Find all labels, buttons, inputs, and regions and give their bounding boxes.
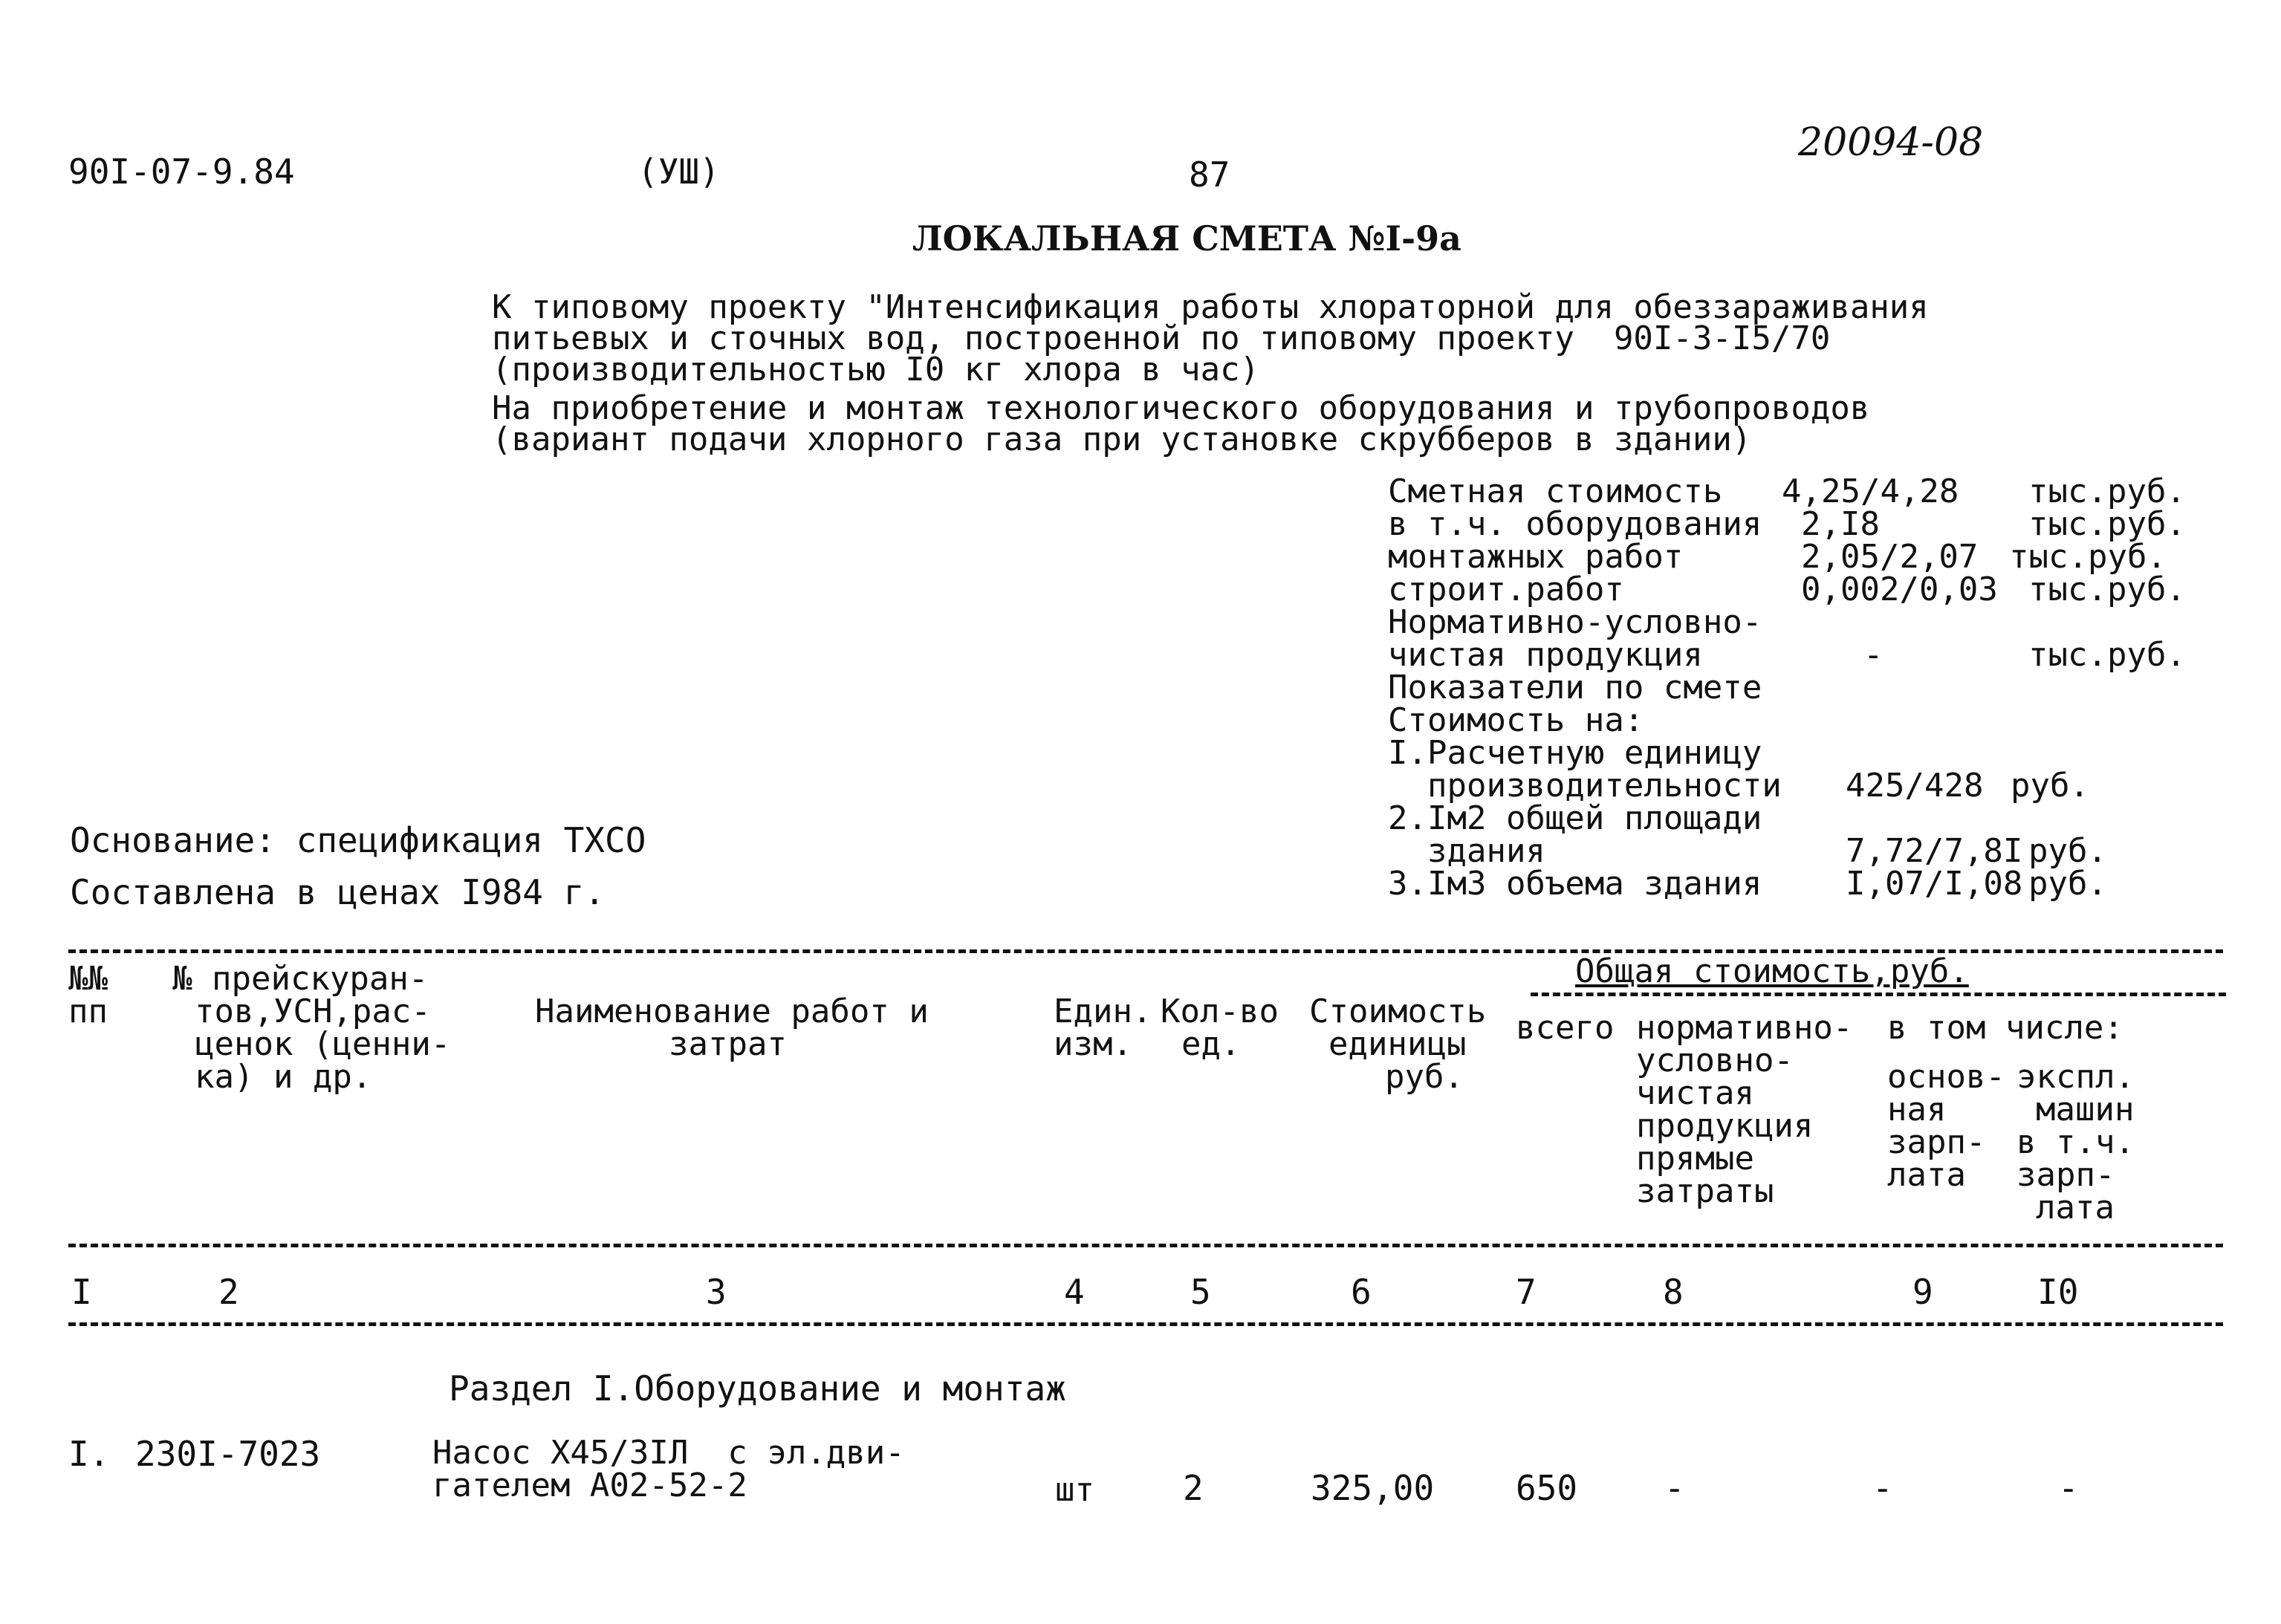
summary-unit: тыс.руб. <box>2009 538 2167 576</box>
column-number: I <box>71 1272 92 1312</box>
summary-label: в т.ч. оборудования <box>1388 505 1762 543</box>
summary-label: 3.Iм3 объема здания <box>1388 865 1762 903</box>
column-numbers-rule <box>68 1322 2223 1326</box>
col9-header: ная <box>1887 1091 1947 1128</box>
column-number: I0 <box>2037 1272 2079 1312</box>
col3-header: затрат <box>669 1025 787 1063</box>
row-code: 230I-7023 <box>135 1434 321 1474</box>
row-qty: 2 <box>1183 1468 1204 1508</box>
summary-label: Нормативно-условно- <box>1388 603 1762 641</box>
summary-label: Показатели по смете <box>1388 669 1762 707</box>
col10-header: экспл. <box>2016 1058 2135 1096</box>
row-name: гателем А02-52-2 <box>432 1467 747 1504</box>
row-name: Насос Х45/3IЛ с эл.дви- <box>432 1434 905 1472</box>
column-number: 7 <box>1516 1272 1537 1312</box>
col10-header: лата <box>2036 1189 2115 1227</box>
summary-label: 2.Iм2 общей площади <box>1388 799 1762 837</box>
total-group-rule <box>1531 993 2226 996</box>
summary-value: - <box>1863 636 1883 674</box>
summary-unit: руб. <box>2028 832 2107 870</box>
intro-line: питьевых и сточных вод, построенной по типовому проекту 90I-3-I5/70 <box>492 319 1831 357</box>
col2-header: тов,УСН,рас- <box>195 993 431 1030</box>
col8-header: условно- <box>1636 1042 1794 1079</box>
prices-year-text: Составлена в ценах I984 г. <box>70 872 606 912</box>
summary-label: чистая продукция <box>1388 636 1703 674</box>
col8-header: нормативно- <box>1636 1009 1853 1047</box>
summary-value: 425/428 <box>1846 767 1984 805</box>
intro-line: На приобретение и монтаж технологического оборудования и трубопроводов <box>492 389 1870 427</box>
col4-header: Един. <box>1054 993 1152 1030</box>
page-number: 87 <box>1189 155 1230 195</box>
col6-header: Стоимость <box>1309 993 1487 1030</box>
col10-header: машин <box>2036 1091 2135 1128</box>
column-number: 5 <box>1190 1272 1211 1312</box>
row-unit: шт <box>1055 1471 1094 1509</box>
col10-header: в т.ч. <box>2016 1123 2135 1161</box>
col2-header: ценок (ценни- <box>195 1025 451 1063</box>
row-normative: - <box>1664 1468 1685 1508</box>
row-number: I. <box>68 1434 110 1474</box>
col7-header: всего <box>1516 1009 1615 1047</box>
column-number: 6 <box>1351 1272 1372 1312</box>
col5-header: Кол-во <box>1161 993 1279 1030</box>
col5-header: ед. <box>1181 1025 1241 1063</box>
intro-line: (производительностью I0 кг хлора в час) <box>492 351 1260 389</box>
summary-label: Стоимость на: <box>1388 701 1644 739</box>
col1-header: №№ <box>68 960 108 998</box>
col9-header: основ- <box>1887 1058 2005 1096</box>
col2-header: № прейскуран- <box>172 960 429 998</box>
row-machines: - <box>2058 1468 2079 1508</box>
col3-header: Наименование работ и <box>535 993 929 1030</box>
intro-line: (вариант подачи хлорного газа при установке скрубберов в здании) <box>492 420 1752 458</box>
summary-value: I,07/I,08 <box>1846 865 2023 903</box>
summary-unit: руб. <box>2028 865 2107 903</box>
section-title: Раздел I.Оборудование и монтаж <box>449 1368 1066 1409</box>
column-number: 4 <box>1064 1272 1085 1312</box>
column-number: 8 <box>1663 1272 1684 1312</box>
column-number: 2 <box>218 1272 239 1312</box>
summary-value: 0,002/0,03 <box>1801 571 1998 608</box>
row-unit-cost: 325,00 <box>1311 1468 1435 1508</box>
summary-label: производительности <box>1388 767 1782 805</box>
intro-line: К типовому проекту "Интенсификация работы хлораторной для обеззараживания <box>492 288 1929 326</box>
col9-header: зарп- <box>1887 1123 1986 1161</box>
summary-value: 4,25/4,28 <box>1782 472 1959 510</box>
album-number: (УШ) <box>637 152 720 192</box>
header-bottom-rule <box>68 1244 2223 1247</box>
summary-label: Сметная стоимость <box>1388 472 1723 510</box>
col8-header: прямые <box>1636 1140 1754 1178</box>
incl-group-header: в том числе: <box>1887 1009 2123 1047</box>
summary-unit: тыс.руб. <box>2028 636 2186 674</box>
col2-header: ка) и др. <box>195 1058 372 1096</box>
document-title: ЛОКАЛЬНАЯ СМЕТА №I-9а <box>912 218 1461 259</box>
col6-header: единицы <box>1328 1025 1467 1063</box>
summary-unit: тыс.руб. <box>2028 571 2186 608</box>
summary-value: 2,I8 <box>1801 505 1880 543</box>
summary-unit: руб. <box>2011 767 2089 805</box>
col8-header: чистая <box>1636 1074 1754 1112</box>
handwritten-number: 20094-08 <box>1798 120 1984 165</box>
col6-header: руб. <box>1385 1058 1464 1096</box>
col1-header: пп <box>68 993 108 1030</box>
row-wages: - <box>1872 1468 1893 1508</box>
col8-header: продукция <box>1636 1107 1814 1145</box>
col4-header: изм. <box>1054 1025 1132 1063</box>
total-group-header: Общая стоимость,руб. <box>1575 952 1969 990</box>
doc-code: 90I-07-9.84 <box>68 152 295 192</box>
summary-value: 7,72/7,8I <box>1846 832 2023 870</box>
summary-label: строит.работ <box>1388 571 1624 608</box>
basis-text: Основание: спецификация ТХСО <box>70 820 646 860</box>
row-total: 650 <box>1516 1468 1578 1508</box>
col9-header: лата <box>1887 1156 1966 1194</box>
col10-header: зарп- <box>2016 1156 2115 1194</box>
summary-unit: тыс.руб. <box>2028 472 2186 510</box>
summary-unit: тыс.руб. <box>2028 505 2186 543</box>
summary-value: 2,05/2,07 <box>1801 538 1979 576</box>
summary-label: монтажных работ <box>1388 538 1684 576</box>
col8-header: затраты <box>1636 1172 1774 1210</box>
column-number: 3 <box>706 1272 727 1312</box>
summary-label: здания <box>1388 832 1545 870</box>
column-number: 9 <box>1912 1272 1933 1312</box>
summary-label: I.Расчетную единицу <box>1388 734 1762 772</box>
